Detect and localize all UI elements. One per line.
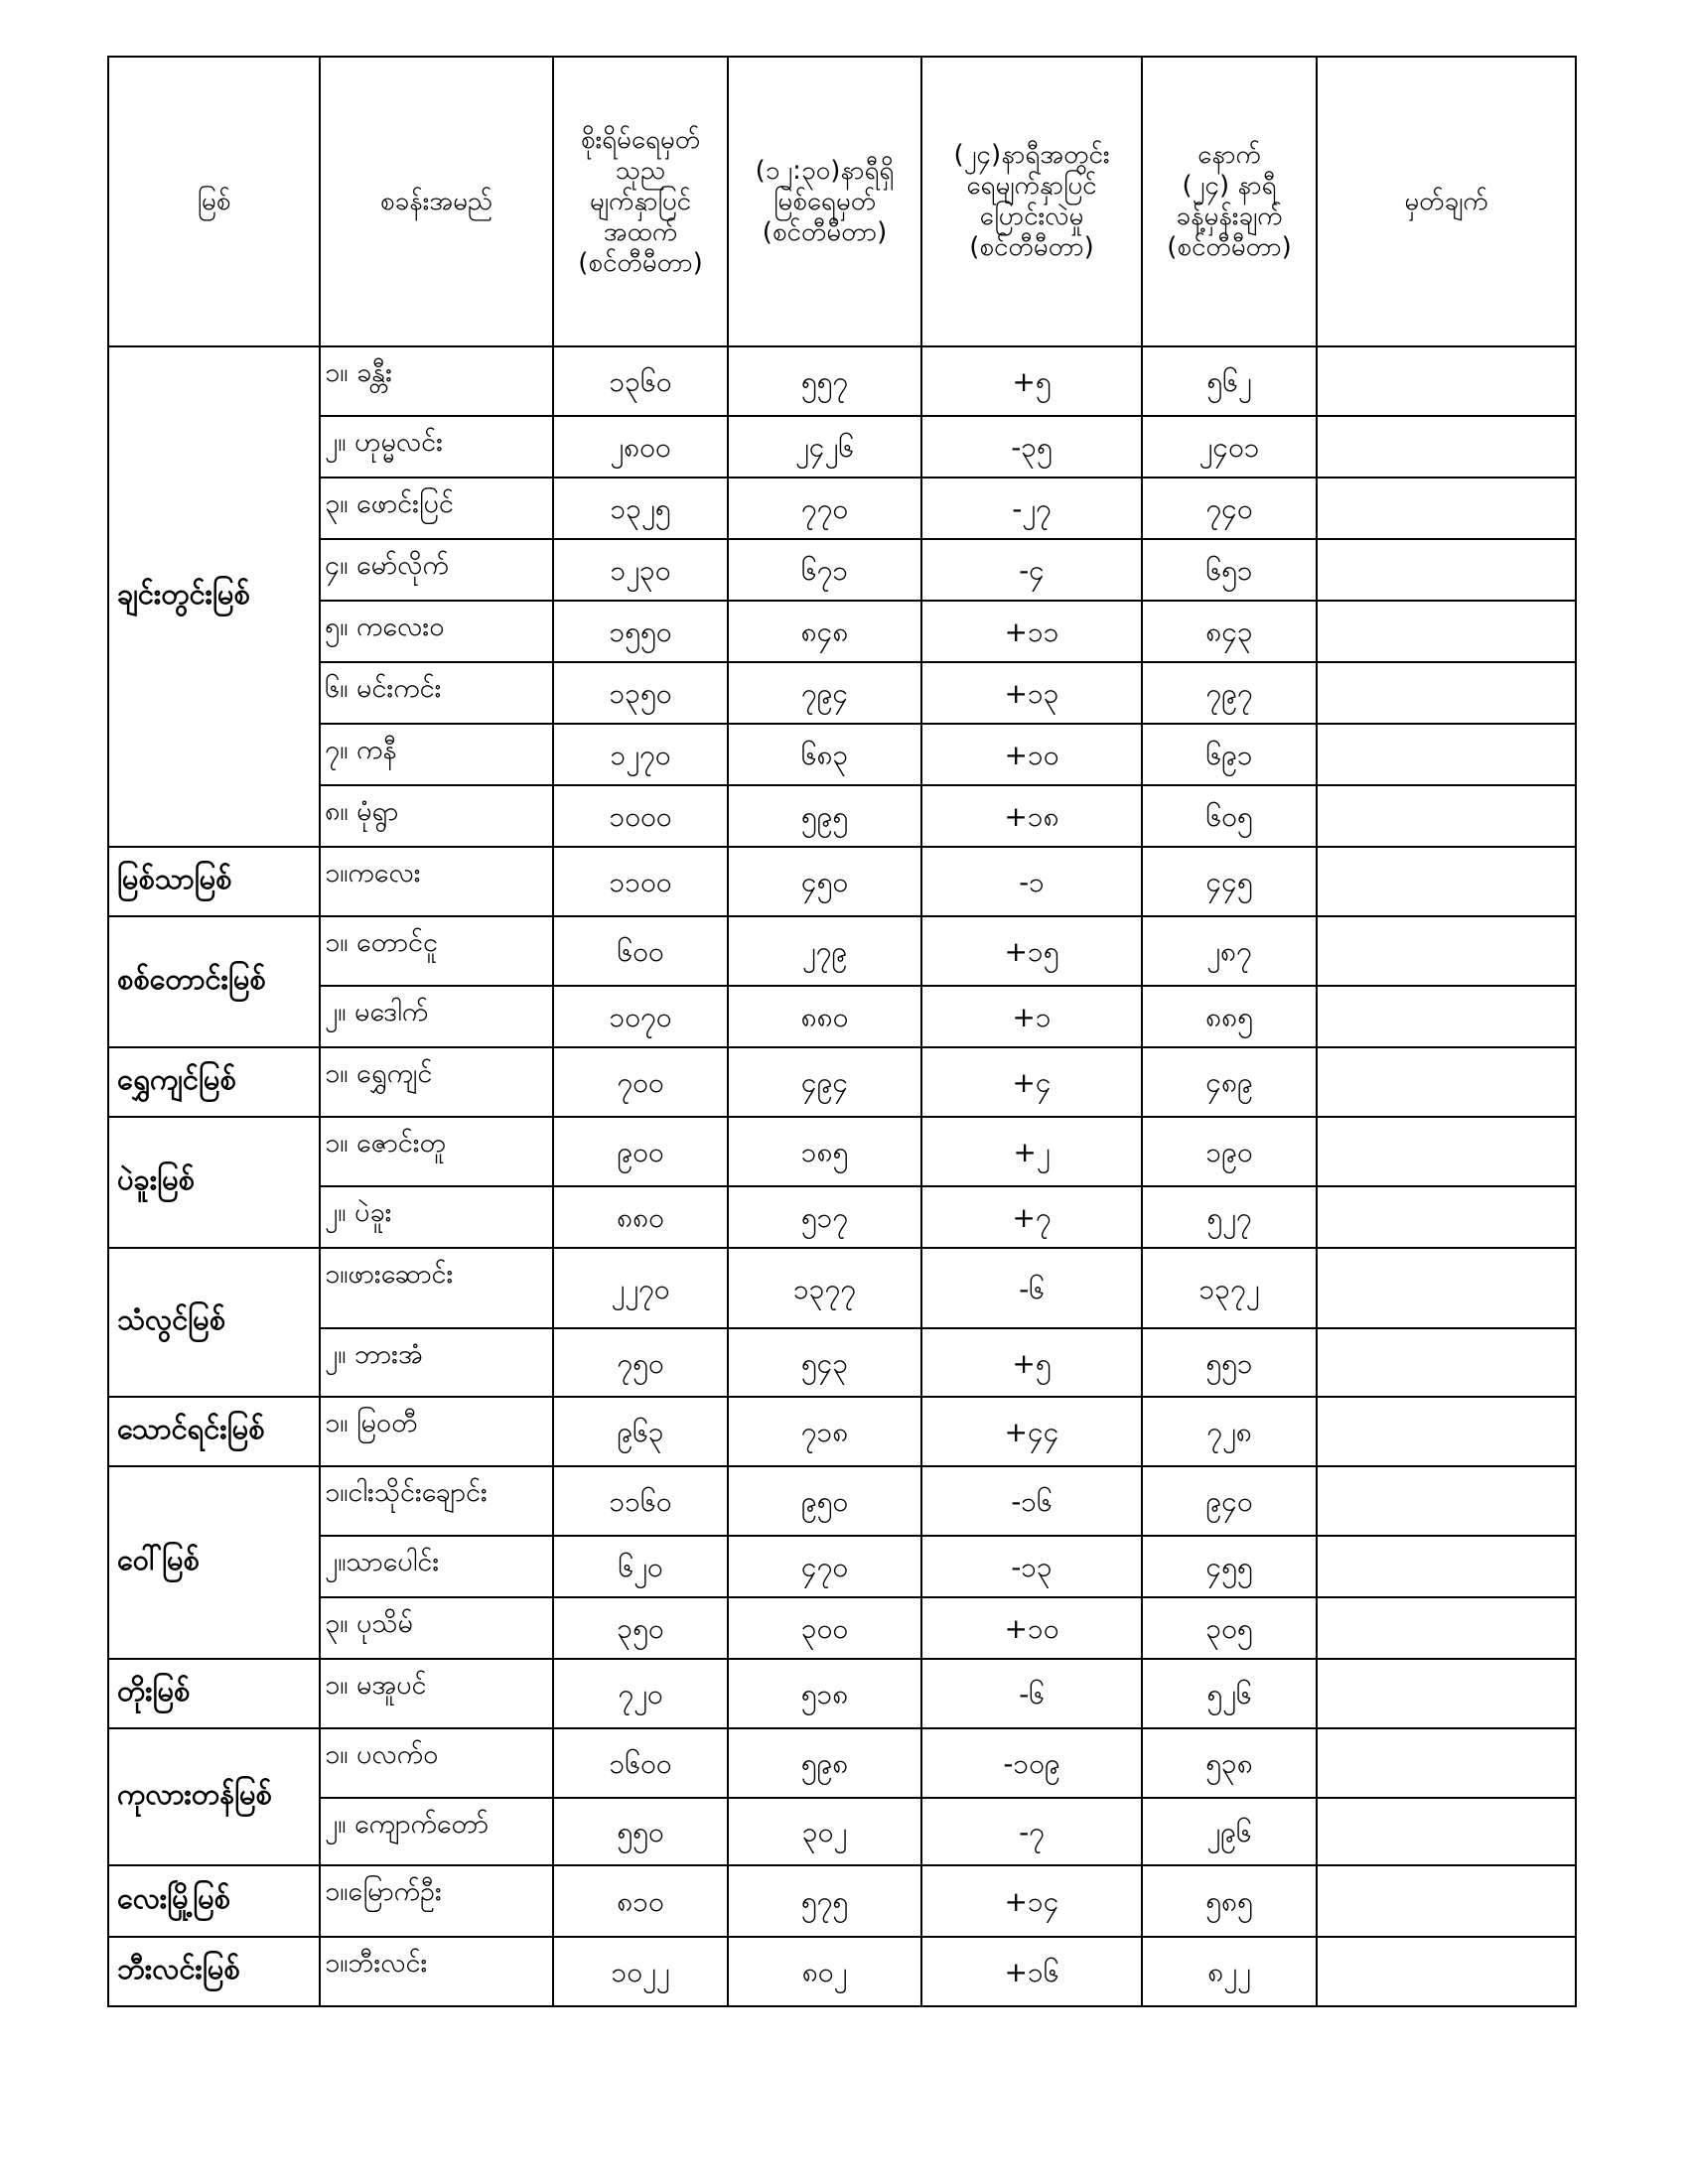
table-row xyxy=(108,346,1576,416)
current-level: ၇၁၈ xyxy=(728,1397,921,1466)
forecast-level: ၉၄၀ xyxy=(1142,1466,1317,1536)
station-name: ၁။ မအူပင် xyxy=(320,1659,553,1728)
water-level-report xyxy=(107,56,1575,2007)
header-line: (စင်တီမီတာ) xyxy=(1167,232,1292,262)
river-name: ရွှေကျင်မြစ် xyxy=(108,1047,320,1117)
header-line: (စင်တီမီတာ) xyxy=(578,247,703,278)
river-name: ပဲခူးမြစ် xyxy=(108,1117,320,1248)
level-change: +၅ xyxy=(921,346,1142,416)
level-change: +၇ xyxy=(921,1186,1142,1248)
danger-level: ၁၆၀၀ xyxy=(553,1728,728,1798)
station-name: ၂။ ကျောက်တော် xyxy=(320,1798,553,1865)
table-row xyxy=(108,1659,1576,1728)
water-level-table xyxy=(107,56,1577,2007)
level-change: +၂ xyxy=(921,1117,1142,1186)
level-change: +၁၈ xyxy=(921,785,1142,847)
danger-level: ၁၅၅၀ xyxy=(553,601,728,662)
danger-level: ၈၈၀ xyxy=(553,1186,728,1248)
danger-level: ၆၀၀ xyxy=(553,916,728,986)
level-change: +၁၁ xyxy=(921,601,1142,662)
header-line: သုည xyxy=(615,155,666,186)
remark-cell xyxy=(1317,1117,1576,1186)
current-level: ၅၁၇ xyxy=(728,1186,921,1248)
header-line: နောက် xyxy=(1197,140,1261,170)
current-level: ၈၀၂ xyxy=(728,1937,921,2006)
danger-level: ၆၂၀ xyxy=(553,1536,728,1597)
forecast-level: ၃၀၅ xyxy=(1142,1597,1317,1659)
forecast-level: ၆၉၁ xyxy=(1142,724,1317,785)
forecast-level: ၂၉၆ xyxy=(1142,1798,1317,1865)
header-line: ပြောင်းလဲမှု xyxy=(979,202,1084,231)
current-level: ၄၉၄ xyxy=(728,1047,921,1117)
level-change: -၁၀၉ xyxy=(921,1728,1142,1798)
current-level: ၂၄၂၆ xyxy=(728,416,921,478)
header-forecast xyxy=(1142,57,1317,346)
header-line: ခန့်မှန်းချက် xyxy=(1176,202,1283,231)
station-name: ၁။ ခန္တီး xyxy=(320,346,553,416)
table-row xyxy=(108,1865,1576,1937)
danger-level: ၂၈၀၀ xyxy=(553,416,728,478)
current-level: ၅၅၇ xyxy=(728,346,921,416)
remark-cell xyxy=(1317,416,1576,478)
current-level: ၃၀၂ xyxy=(728,1798,921,1865)
remark-cell xyxy=(1317,1659,1576,1728)
station-name: ၂။ ပဲခူး xyxy=(320,1186,553,1248)
table-row xyxy=(108,1117,1576,1186)
forecast-level: ၈၂၂ xyxy=(1142,1937,1317,2006)
remark-cell xyxy=(1317,1536,1576,1597)
current-level: ၆၇၁ xyxy=(728,539,921,601)
river-name: ဘီးလင်းမြစ် xyxy=(108,1937,320,2006)
danger-level: ၉၆၃ xyxy=(553,1397,728,1466)
remark-cell xyxy=(1317,539,1576,601)
table-row xyxy=(108,986,1576,1047)
forecast-level: ၈၈၅ xyxy=(1142,986,1317,1047)
level-change: -၂၇ xyxy=(921,478,1142,539)
header-line: (စင်တီမီတာ) xyxy=(762,216,888,247)
river-name: ချင်းတွင်းမြစ် xyxy=(108,346,320,847)
level-change: -၆ xyxy=(921,1248,1142,1328)
remark-cell xyxy=(1317,478,1576,539)
river-name: တိုးမြစ် xyxy=(108,1659,320,1728)
remark-cell xyxy=(1317,847,1576,916)
header-change xyxy=(921,57,1142,346)
danger-level: ၁၁၆၀ xyxy=(553,1466,728,1536)
forecast-level: ၅၂၇ xyxy=(1142,1186,1317,1248)
header-current-level xyxy=(728,57,921,346)
remark-cell xyxy=(1317,662,1576,724)
remark-cell xyxy=(1317,1728,1576,1798)
current-level: ၈၈၀ xyxy=(728,986,921,1047)
remark-cell xyxy=(1317,346,1576,416)
level-change: +၅ xyxy=(921,1328,1142,1397)
forecast-level: ၅၂၆ xyxy=(1142,1659,1317,1728)
danger-level: ၁၀၀၀ xyxy=(553,785,728,847)
remark-cell xyxy=(1317,724,1576,785)
remark-cell xyxy=(1317,986,1576,1047)
table-row xyxy=(108,1466,1576,1536)
table-row xyxy=(108,662,1576,724)
table-row xyxy=(108,785,1576,847)
danger-level: ၂၂၇၀ xyxy=(553,1248,728,1328)
table-row xyxy=(108,847,1576,916)
danger-level: ၇၀၀ xyxy=(553,1047,728,1117)
remark-cell xyxy=(1317,1798,1576,1865)
station-name: ၁။ ပလက်ဝ xyxy=(320,1728,553,1798)
table-row xyxy=(108,1536,1576,1597)
table-row xyxy=(108,1798,1576,1865)
river-name: မြစ်သာမြစ် xyxy=(108,847,320,916)
station-name: ၁။ မြဝတီ xyxy=(320,1397,553,1466)
remark-cell xyxy=(1317,916,1576,986)
header-line: (၂၄)နာရီအတွင်း xyxy=(953,140,1110,170)
table-row xyxy=(108,478,1576,539)
level-change: +၁၅ xyxy=(921,916,1142,986)
header-line: (စင်တီမီတာ) xyxy=(969,232,1094,262)
level-change: +၁၃ xyxy=(921,662,1142,724)
forecast-level: ၁၉၀ xyxy=(1142,1117,1317,1186)
forecast-level: ၇၄၀ xyxy=(1142,478,1317,539)
remark-cell xyxy=(1317,1328,1576,1397)
remark-cell xyxy=(1317,1865,1576,1937)
level-change: +၁၆ xyxy=(921,1937,1142,2006)
level-change: -၁၃ xyxy=(921,1536,1142,1597)
level-change: +၁ xyxy=(921,986,1142,1047)
danger-level: ၁၃၆၀ xyxy=(553,346,728,416)
forecast-level: ၅၈၅ xyxy=(1142,1865,1317,1937)
current-level: ၂၇၉ xyxy=(728,916,921,986)
header-line: ရေမျက်နှာပြင် xyxy=(966,171,1097,201)
forecast-level: ၄၅၅ xyxy=(1142,1536,1317,1597)
danger-level: ၇၅၀ xyxy=(553,1328,728,1397)
current-level: ၉၅၀ xyxy=(728,1466,921,1536)
forecast-level: ၇၂၈ xyxy=(1142,1397,1317,1466)
forecast-level: ၆၅၁ xyxy=(1142,539,1317,601)
current-level: ၅၉၈ xyxy=(728,1728,921,1798)
level-change: -၁ xyxy=(921,847,1142,916)
header-remark: မှတ်ချက် xyxy=(1317,57,1576,346)
danger-level: ၉၀၀ xyxy=(553,1117,728,1186)
forecast-level: ၄၈၉ xyxy=(1142,1047,1317,1117)
header-station: စခန်းအမည် xyxy=(320,57,553,346)
station-name: ၁။ဘီးလင်း xyxy=(320,1937,553,2006)
danger-level: ၅၅၀ xyxy=(553,1798,728,1865)
level-change: -၆ xyxy=(921,1659,1142,1728)
remark-cell xyxy=(1317,785,1576,847)
remark-cell xyxy=(1317,1597,1576,1659)
danger-level: ၁၂၇၀ xyxy=(553,724,728,785)
remark-cell xyxy=(1317,1397,1576,1466)
forecast-level: ၂၈၇ xyxy=(1142,916,1317,986)
river-name: သံလွင်မြစ် xyxy=(108,1248,320,1397)
river-name: ဝေါ်မြစ် xyxy=(108,1466,320,1659)
remark-cell xyxy=(1317,601,1576,662)
remark-cell xyxy=(1317,1937,1576,2006)
table-row xyxy=(108,1597,1576,1659)
danger-level: ၇၂၀ xyxy=(553,1659,728,1728)
table-row xyxy=(108,1397,1576,1466)
header-river: မြစ် xyxy=(108,57,320,346)
current-level: ၁၈၅ xyxy=(728,1117,921,1186)
station-name: ၁။ ရွှေကျင် xyxy=(320,1047,553,1117)
table-row xyxy=(108,601,1576,662)
remark-cell xyxy=(1317,1047,1576,1117)
danger-level: ၁၂၃၀ xyxy=(553,539,728,601)
river-name: သောင်ရင်းမြစ် xyxy=(108,1397,320,1466)
level-change: +၄ xyxy=(921,1047,1142,1117)
table-row xyxy=(108,1728,1576,1798)
table-row xyxy=(108,539,1576,601)
station-name: ၁။ငါးသိုင်းချောင်း xyxy=(320,1466,553,1536)
header-line: မျက်နှာပြင် xyxy=(589,186,692,216)
table-row xyxy=(108,1248,1576,1328)
level-change: -၁၆ xyxy=(921,1466,1142,1536)
station-name: ၂။ ဟုမ္မလင်း xyxy=(320,416,553,478)
level-change: +၄၄ xyxy=(921,1397,1142,1466)
station-name: ၃။ ဖောင်းပြင် xyxy=(320,478,553,539)
remark-cell xyxy=(1317,1248,1576,1328)
forecast-level: ၇၉၇ xyxy=(1142,662,1317,724)
header-line: အထက် xyxy=(603,216,678,247)
station-name: ၇။ ကနီ xyxy=(320,724,553,785)
remark-cell xyxy=(1317,1466,1576,1536)
station-name: ၁။မြောက်ဦး xyxy=(320,1865,553,1937)
current-level: ၈၄၈ xyxy=(728,601,921,662)
table-row xyxy=(108,916,1576,986)
table-row xyxy=(108,1328,1576,1397)
station-name: ၂။ ဘားအံ xyxy=(320,1328,553,1397)
forecast-level: ၆၀၅ xyxy=(1142,785,1317,847)
station-name: ၂။ မဒေါက် xyxy=(320,986,553,1047)
river-name: စစ်တောင်းမြစ် xyxy=(108,916,320,1047)
station-name: ၁။ဖားဆောင်း xyxy=(320,1248,553,1328)
forecast-level: ၅၃၈ xyxy=(1142,1728,1317,1798)
header-line: (၂၄) နာရီ xyxy=(1182,171,1277,201)
forecast-level: ၅၅၁ xyxy=(1142,1328,1317,1397)
station-name: ၄။ မော်လိုက် xyxy=(320,539,553,601)
station-name: ၆။ မင်းကင်း xyxy=(320,662,553,724)
header-row xyxy=(108,57,1576,346)
river-name: ကုလားတန်မြစ် xyxy=(108,1728,320,1865)
danger-level: ၁၃၅၀ xyxy=(553,662,728,724)
table-row xyxy=(108,1047,1576,1117)
current-level: ၃၀၀ xyxy=(728,1597,921,1659)
danger-level: ၁၃၂၅ xyxy=(553,478,728,539)
header-danger-level xyxy=(553,57,728,346)
current-level: ၅၇၅ xyxy=(728,1865,921,1937)
header-line: (၁၂:၃၀)နာရီရှိ xyxy=(755,155,895,186)
table-row xyxy=(108,416,1576,478)
current-level: ၇၇၀ xyxy=(728,478,921,539)
station-name: ၂။သာပေါင်း xyxy=(320,1536,553,1597)
current-level: ၆၈၃ xyxy=(728,724,921,785)
level-change: -၄ xyxy=(921,539,1142,601)
current-level: ၁၃၇၇ xyxy=(728,1248,921,1328)
station-name: ၃။ ပုသိမ် xyxy=(320,1597,553,1659)
station-name: ၁။ ဇောင်းတူ xyxy=(320,1117,553,1186)
station-name: ၁။ တောင်ငူ xyxy=(320,916,553,986)
station-name: ၈။ မုံရွာ xyxy=(320,785,553,847)
forecast-level: ၈၄၃ xyxy=(1142,601,1317,662)
current-level: ၅၄၃ xyxy=(728,1328,921,1397)
level-change: -၃၅ xyxy=(921,416,1142,478)
station-name: ၅။ ကလေးဝ xyxy=(320,601,553,662)
current-level: ၄၇၀ xyxy=(728,1536,921,1597)
header-line: စိုးရိမ်ရေမှတ် xyxy=(580,124,701,155)
level-change: +၁၀ xyxy=(921,1597,1142,1659)
current-level: ၇၉၄ xyxy=(728,662,921,724)
danger-level: ၁၀၇၀ xyxy=(553,986,728,1047)
forecast-level: ၅၆၂ xyxy=(1142,346,1317,416)
current-level: ၄၅၀ xyxy=(728,847,921,916)
forecast-level: ၁၃၇၂ xyxy=(1142,1248,1317,1328)
table-row xyxy=(108,1937,1576,2006)
header-line: မြစ်ရေမှတ် xyxy=(773,186,877,216)
current-level: ၅၉၅ xyxy=(728,785,921,847)
river-name: လေးမြို့မြစ် xyxy=(108,1865,320,1937)
forecast-level: ၂၄၀၁ xyxy=(1142,416,1317,478)
current-level: ၅၁၈ xyxy=(728,1659,921,1728)
station-name: ၁။ကလေး xyxy=(320,847,553,916)
table-row xyxy=(108,1186,1576,1248)
level-change: -၇ xyxy=(921,1798,1142,1865)
danger-level: ၁၀၂၂ xyxy=(553,1937,728,2006)
forecast-level: ၄၄၅ xyxy=(1142,847,1317,916)
danger-level: ၃၅၀ xyxy=(553,1597,728,1659)
remark-cell xyxy=(1317,1186,1576,1248)
level-change: +၁၀ xyxy=(921,724,1142,785)
danger-level: ၈၁၀ xyxy=(553,1865,728,1937)
table-row xyxy=(108,724,1576,785)
danger-level: ၁၁၀၀ xyxy=(553,847,728,916)
level-change: +၁၄ xyxy=(921,1865,1142,1937)
